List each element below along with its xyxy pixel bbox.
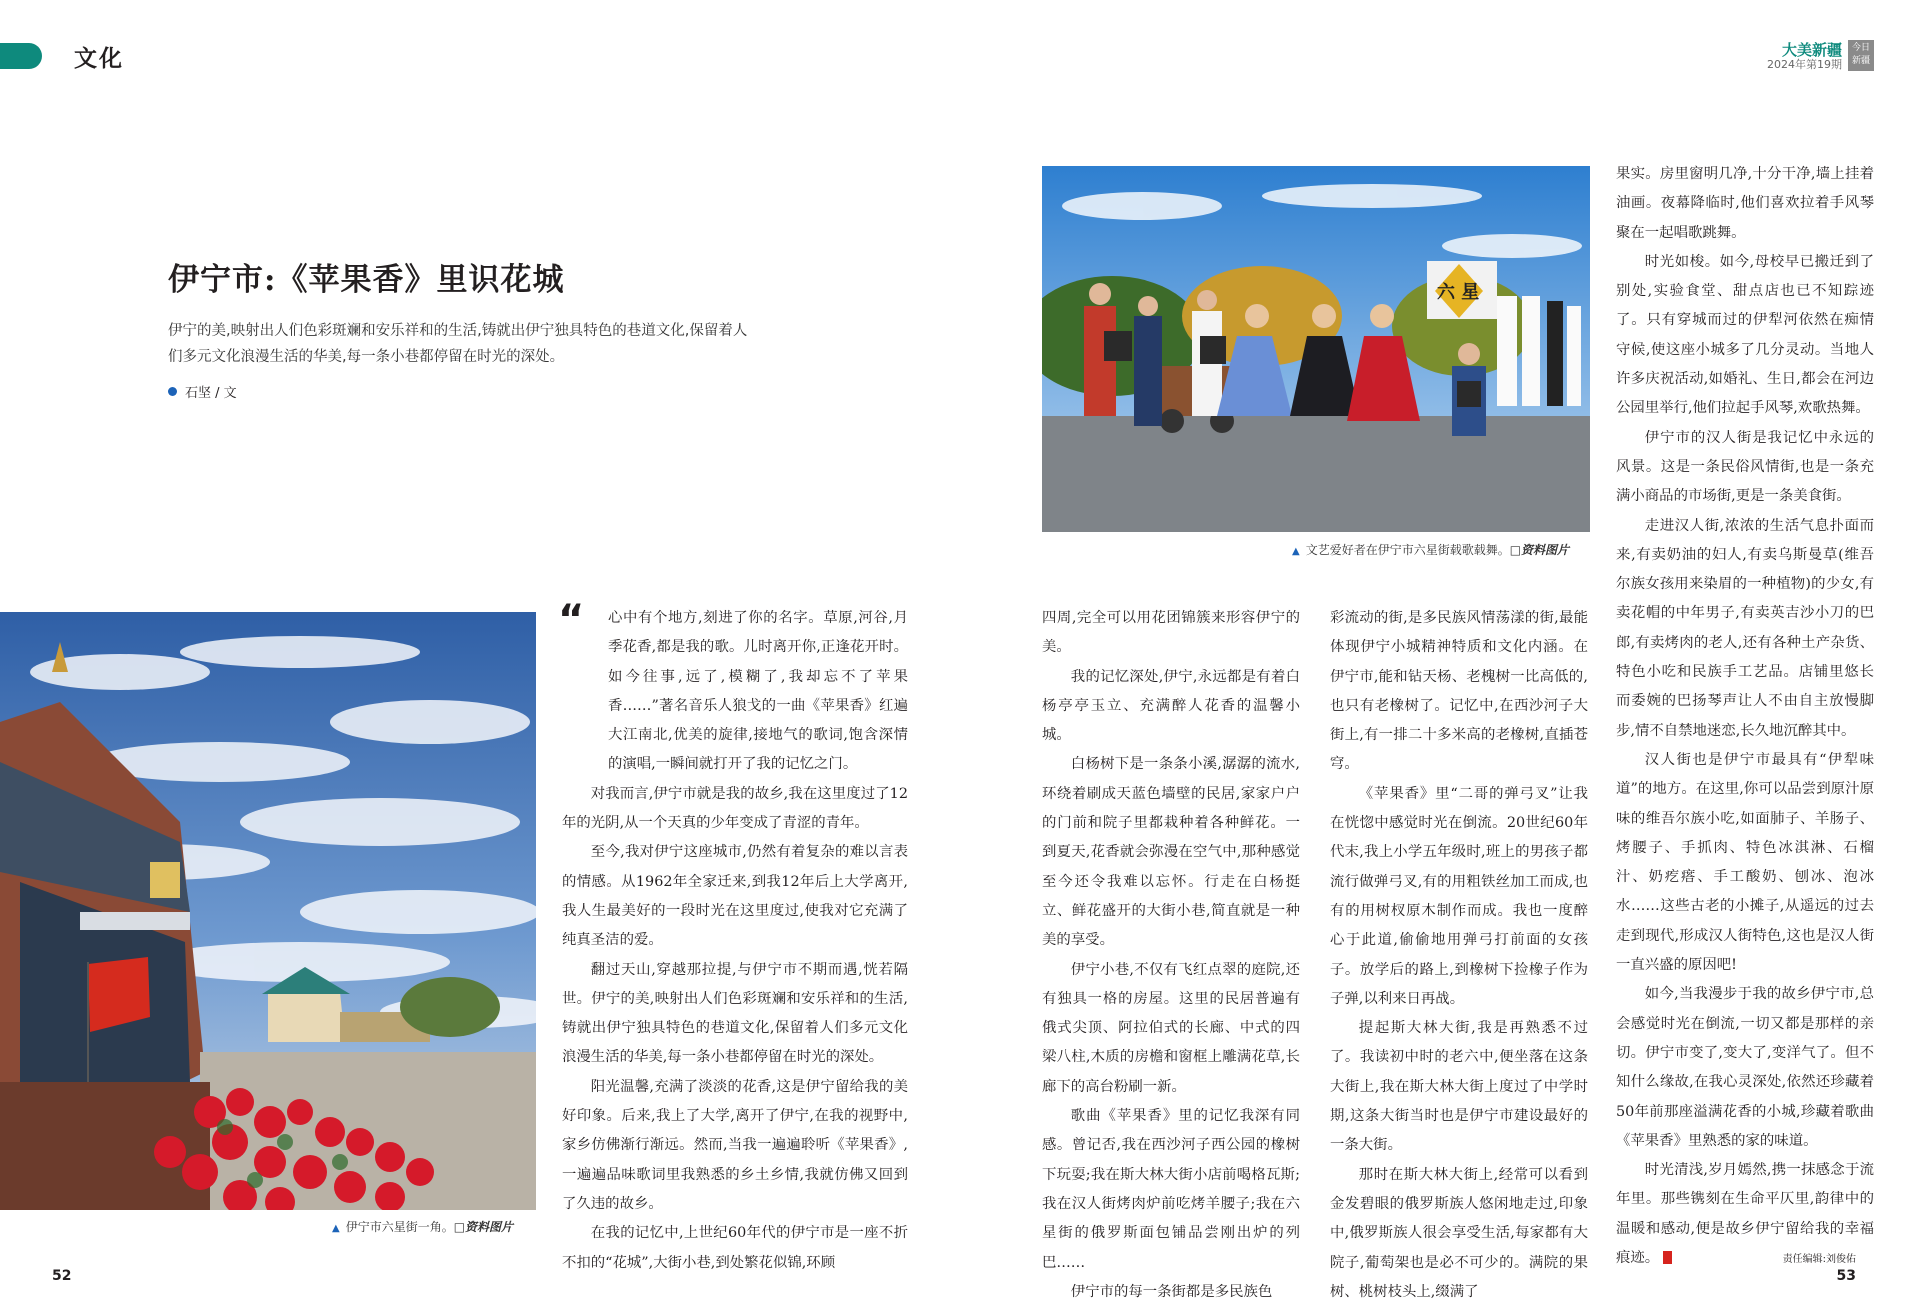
col1-para-4: 翻过天山,穿越那拉提,与伊宁市不期而遇,恍若隔世。伊宁的美,映射出人们色彩斑斓和安乐祥和的生活,铸就出伊宁独具特色的巷道文化,保留着人们多元文化浪漫生活的华美,每一条小巷都停留在时光的深处。 [562, 961, 908, 1066]
left-photo-caption [332, 1218, 513, 1235]
byline-dot [168, 387, 177, 396]
article-lede: 伊宁的美,映射出人们色彩斑斓和安乐祥和的生活,铸就出伊宁独具特色的巷道文化,保留着人们多元文化浪漫生活的华美,每一条小巷都停留在时光的深处。 [168, 323, 748, 365]
issue-number: 2024年第19期 [1767, 58, 1842, 71]
magazine-name: 大美新疆 [1781, 41, 1842, 59]
left-caption-credit: □资料图片 [453, 1220, 514, 1234]
section-color-bar [0, 43, 42, 69]
col2-para-5: 歌曲《苹果香》里的记忆我深有同感。曾记否,我在西沙河子西公园的橡树下玩耍;我在斯大林大街小店前喝格瓦斯;我在汉人街烤肉炉前吃烤羊腰子;我在六星街的俄罗斯面包铺品尝刚出炉的列巴…… [1042, 1108, 1300, 1271]
photo-dancers [1042, 166, 1590, 532]
col1-para-2: 对我而言,伊宁市就是我的故乡,我在这里度过了12年的光阴,从一个天真的少年变成了青涩的青年。 [562, 785, 908, 832]
col4-para-1: 果实。房里窗明几净,十分干净,墙上挂着油画。夜幕降临时,他们喜欢拉着手风琴聚在一起唱歌跳舞。 [1616, 166, 1874, 241]
col4-para-6: 如今,当我漫步于我的故乡伊宁市,总会感觉时光在倒流,一切又都是那样的亲切。伊宁市变了,变大了,变洋气了。但不知什么缘故,在我心灵深处,依然还珍藏着50年前那座溢满花香的小城,珍藏着歌曲《苹果香》里熟悉的家的味道。 [1616, 986, 1874, 1149]
col3-para-2: 《苹果香》里“二哥的弹弓叉”让我在恍惚中感觉时光在倒流。20世纪60年代末,我上小学五年级时,班上的男孩子都流行做弹弓叉,有的用粗铁丝加工而成,也有的用树杈原木制作而成。我也一度醉心于此道,偷偷地用弹弓打前面的女孩子。放学后的路上,到橡树下捡橡子作为子弹,以利来日再战。 [1330, 785, 1588, 1007]
col1-para-6: 在我的记忆中,上世纪60年代的伊宁市是一座不折不扣的“花城”,大街小巷,到处繁花似锦,环顾 [562, 1225, 908, 1271]
responsible-editor: 责任编辑:刘俊佑 [1782, 1254, 1856, 1265]
end-mark-icon [1663, 1251, 1672, 1264]
col4-para-2: 时光如梭。如今,母校早已搬迁到了别处,实验食堂、甜点店也已不知踪迹了。只有穿城而过的伊犁河依然在痴情守候,使这座小城多了几分灵动。当地人许多庆祝活动,如婚礼、生日,都会在河边公园里举行,他们拉起手风琴,欢歌热舞。 [1616, 253, 1874, 417]
byline-text: 石坚 / 文 [185, 386, 237, 401]
col3-para-3: 提起斯大林大街,我是再熟悉不过了。我读初中时的老六中,便坐落在这条大街上,我在斯大林大街上度过了中学时期,这条大街当时也是伊宁市建设最好的一条大街。 [1330, 1020, 1588, 1154]
col4-para-5: 汉人街也是伊宁市最具有“伊犁味道”的地方。在这里,你可以品尝到原汁原味的维吾尔族小吃,如面肺子、羊肠子、烤腰子、手抓肉、特色冰淇淋、石榴汁、奶疙瘩、手工酸奶、刨冰、泡冰水……这些古老的小摊子,从遥远的过去走到现代,形成汉人街特色,这也是汉人街一直兴盛的原因吧! [1616, 751, 1874, 974]
text-column-2 [1042, 604, 1300, 1307]
caption-triangle-icon: ▲ [332, 1223, 340, 1234]
col3-para-4: 那时在斯大林大街上,经常可以看到金发碧眼的俄罗斯族人悠闲地走过,印象中,俄罗斯族人很会享受生活,每家都有大院子,葡萄架也是必不可少的。满院的果树、桃树枝头上,缀满了 [1330, 1166, 1588, 1300]
caption-triangle-icon-2: ▲ [1292, 546, 1300, 557]
section-title: 文化 [74, 46, 124, 72]
col4-para-3: 伊宁市的汉人街是我记忆中永远的风景。这是一条民俗风情街,也是一条充满小商品的市场街,更是一条美食街。 [1616, 429, 1874, 505]
photo-liuxing-street [0, 612, 536, 1210]
col2-para-2: 我的记忆深处,伊宁,永远都是有着白杨亭亭玉立、充满醉人花香的温馨小城。 [1042, 668, 1300, 744]
col1-para-3: 至今,我对伊宁这座城市,仍然有着复杂的难以言表的情感。从1962年全家迁来,到我12年后上大学离开,我人生最美好的一段时光在这里度过,使我对它充满了纯真圣洁的爱。 [562, 844, 908, 949]
text-column-1 [562, 604, 908, 1278]
page-number-right: 53 [1836, 1268, 1856, 1284]
article-title: 伊宁市:《苹果香》里识花城 [168, 262, 565, 298]
col2-para-3: 白杨树下是一条条小溪,潺潺的流水,环绕着刷成天蓝色墙壁的民居,家家户户的门前和院子里都栽种着各种鲜花。一到夏天,花香就会弥漫在空气中,那种感觉至今还令我难以忘怀。行走在白杨挺立、鲜花盛开的大街小巷,简直就是一种美的享受。 [1042, 756, 1300, 949]
text-column-3 [1330, 604, 1588, 1307]
col4-para-7-text: 时光清浅,岁月嫣然,携一抹感念于流年里。那些镌刻在生命平仄里,韵律中的温暖和感动,便是故乡伊宁留给我的幸福痕迹。 [1616, 1162, 1874, 1266]
byline [168, 382, 237, 401]
liuxing-sign-text: 六 星 [1437, 282, 1480, 303]
top-caption-credit: □资料图片 [1509, 543, 1570, 557]
col3-para-1: 彩流动的街,是多民族风情荡漾的街,最能体现伊宁小城精神特质和文化内涵。在伊宁市,能和钻天杨、老槐树一比高低的,也只有老橡树了。记忆中,在西沙河子大街上,有一排二十多米高的老橡树,直插苍穹。 [1330, 610, 1588, 773]
col1-para-1: 心中有个地方,刻进了你的名字。草原,河谷,月季花香,都是我的歌。儿时离开你,正逢花开时。如今往事,远了,模糊了,我却忘不了苹果香……”著名音乐人狼戈的一曲《苹果香》红遍大江南北,优美的旋律,接地气的歌词,饱含深情的演唱,一瞬间就打开了我的记忆之门。 [608, 610, 908, 773]
col1-para-5: 阳光温馨,充满了淡淡的花香,这是伊宁留给我的美好印象。后来,我上了大学,离开了伊宁,在我的视野中,家乡仿佛渐行渐远。然而,当我一遍遍聆听《苹果香》,一遍遍品味歌词里我熟悉的乡土乡情,我就仿佛又回到了久违的故乡。 [562, 1078, 908, 1212]
col2-para-4: 伊宁小巷,不仅有飞红点翠的庭院,还有独具一格的房屋。这里的民居普遍有俄式尖顶、阿拉伯式的长廊、中式的四梁八柱,木质的房檐和窗框上雕满花草,长廊下的高台粉刷一新。 [1042, 961, 1300, 1095]
opening-quote-mark: “ [558, 597, 585, 643]
top-photo-caption [1292, 541, 1569, 558]
street-photo-illustration [0, 612, 536, 1210]
left-caption-text: 伊宁市六星街一角。 [345, 1220, 454, 1234]
col2-para-1: 四周,完全可以用花团锦簇来形容伊宁的美。 [1042, 610, 1300, 656]
magazine-masthead [1767, 42, 1842, 71]
text-column-4 [1616, 160, 1874, 1273]
top-caption-text: 文艺爱好者在伊宁市六星街载歌载舞。 [1305, 543, 1510, 557]
page-number-left: 52 [52, 1268, 72, 1284]
col4-para-4: 走进汉人街,浓浓的生活气息扑面而来,有卖奶油的妇人,有卖乌斯曼草(维吾尔族女孩用来染眉的一种植物)的少女,有卖花帽的中年男子,有卖英吉沙小刀的巴郎,有卖烤肉的老人,还有各种土产杂货、特色小吃和民族手工艺品。店铺里悠长而委婉的巴扬琴声让人不由自主放慢脚步,情不自禁地迷恋,长久地沉醉其中。 [1616, 517, 1874, 739]
dancers-photo-illustration [1042, 166, 1590, 532]
masthead-box: 今日新疆 [1848, 40, 1874, 71]
col2-para-6: 伊宁市的每一条街都是多民族色 [1070, 1283, 1273, 1300]
